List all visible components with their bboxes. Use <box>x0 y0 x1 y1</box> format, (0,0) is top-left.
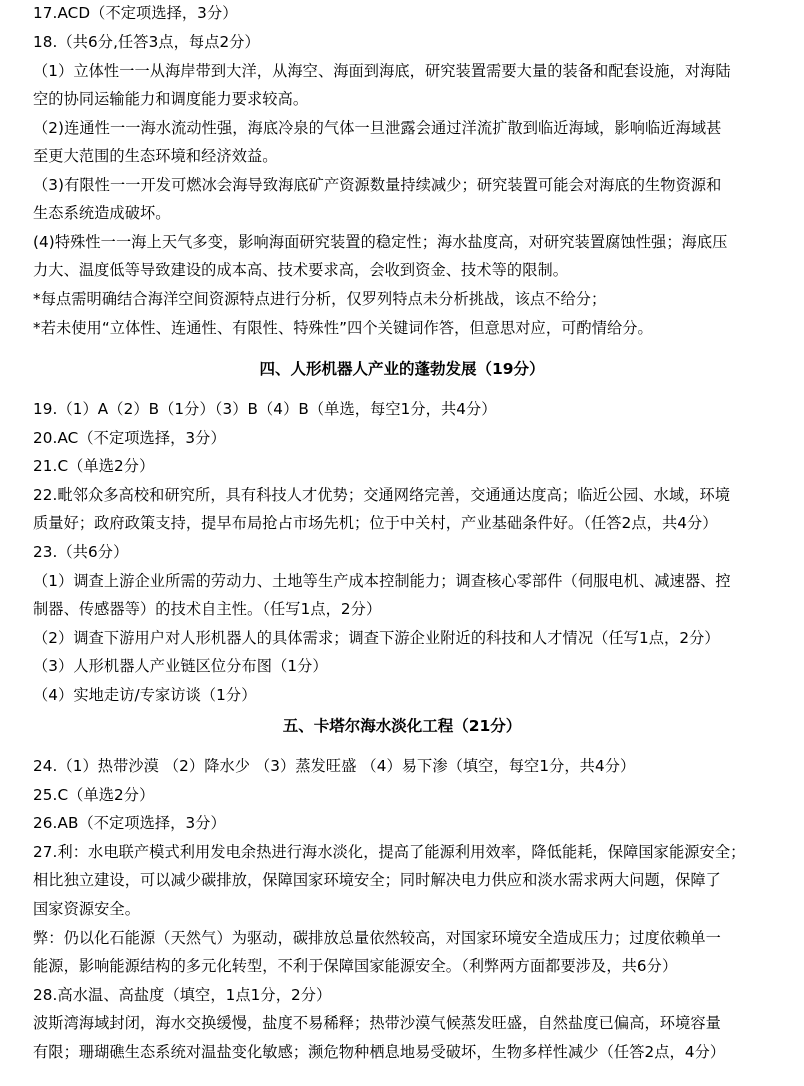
answer-27-pros-cont-2: 国家资源安全。 <box>33 900 141 918</box>
section-4-heading: 四、人形机器人产业的蓬勃发展（19分） <box>259 360 545 378</box>
answer-18-title: 18.（共6分,任答3点，每点2分） <box>33 33 260 51</box>
answer-18-point-2-cont: 至更大范围的生态环境和经济效益。 <box>33 147 278 165</box>
answer-27-pros: 27.利：水电联产模式利用发电余热进行海水淡化，提高了能源利用效率，降低能耗，保障国家能源安全； <box>33 843 746 861</box>
answer-18-point-1: （1）立体性一一从海岸带到大洋，从海空、海面到海底，研究装置需要大量的装备和配套设施，对海陆 <box>33 62 731 80</box>
section-5-heading: 五、卡塔尔海水淡化工程（21分） <box>282 717 522 735</box>
answer-18-point-3: （3)有限性一一开发可燃冰会海导致海底矿产资源数量持续减少；研究装置可能会对海底的生物资源和 <box>33 176 722 194</box>
answer-22: 22.毗邻众多高校和研究所，具有科技人才优势；交通网络完善，交通通达度高；临近公园、水域，环境 <box>33 486 731 504</box>
answer-27-cons: 弊：仍以化石能源（天然气）为驱动，碳排放总量依然较高，对国家环境安全造成压力；过度依赖单一 <box>33 929 721 947</box>
answer-20: 20.AC（不定项选择，3分） <box>33 429 226 447</box>
answer-18-point-1-cont: 空的协同运输能力和调度能力要求较高。 <box>33 90 309 108</box>
answer-28-explanation-cont: 有限；珊瑚礁生态系统对温盐变化敏感；濒危物种栖息地易受破坏，生物多样性减少（任答2点，4分） <box>33 1043 726 1061</box>
answer-23-point-1: （1）调查上游企业所需的劳动力、土地等生产成本控制能力；调查核心零部件（伺服电机、减速器、控 <box>33 572 731 590</box>
answer-22-cont: 质量好；政府政策支持，提早布局抢占市场先机；位于中关村，产业基础条件好。（任答2点，共4分） <box>33 514 718 532</box>
answer-18-point-4: (4)特殊性一一海上天气多变，影响海面研究装置的稳定性；海水盐度高，对研究装置腐蚀性强；海底压 <box>33 233 728 251</box>
answer-24: 24.（1）热带沙漠 （2）降水少 （3）蒸发旺盛 （4）易下渗（填空，每空1分，共4分） <box>33 757 636 775</box>
answer-23-title: 23.（共6分） <box>33 543 129 561</box>
answer-19: 19.（1）A（2）B（1分）（3）B（4）B（单选，每空1分，共4分） <box>33 400 497 418</box>
answer-23-point-4: （4）实地走访/专家访谈（1分） <box>33 686 257 704</box>
answer-28-explanation: 波斯湾海域封闭，海水交换缓慢，盐度不易稀释；热带沙漠气候蒸发旺盛，自然盐度已偏高，环境容量 <box>33 1014 721 1032</box>
answer-17: 17.ACD（不定项选择，3分） <box>33 4 238 22</box>
answer-18-point-3-cont: 生态系统造成破坏。 <box>33 204 171 222</box>
answer-28: 28.高水温、高盐度（填空，1点1分，2分） <box>33 986 332 1004</box>
answer-18-point-4-cont: 力大、温度低等导致建设的成本高、技术要求高，会收到资金、技术等的限制。 <box>33 261 569 279</box>
answer-26: 26.AB（不定项选择，3分） <box>33 814 226 832</box>
answer-21: 21.C（单选2分） <box>33 457 155 475</box>
answer-18-point-2: （2)连通性一一海水流动性强，海底冷泉的气体一旦泄露会通过洋流扩散到临近海域，影响临近海域甚 <box>33 119 722 137</box>
answer-27-pros-cont: 相比独立建设，可以减少碳排放，保障国家环境安全；同时解决电力供应和淡水需求两大问题，保障了 <box>33 871 721 889</box>
answer-27-cons-cont: 能源，影响能源结构的多元化转型，不利于保障国家能源安全。（利弊两方面都要涉及，共6分） <box>33 957 678 975</box>
answer-23-point-3: （3）人形机器人产业链区位分布图（1分） <box>33 657 328 675</box>
answer-18-note-2: *若未使用“立体性、连通性、有限性、特殊性”四个关键词作答，但意思对应，可酌情给分。 <box>33 319 653 337</box>
answer-23-point-2: （2）调查下游用户对人形机器人的具体需求；调查下游企业附近的科技和人才情况（任写1点，2分） <box>33 629 720 647</box>
answer-23-point-1-cont: 制器、传感器等）的技术自主性。（任写1点，2分） <box>33 600 382 618</box>
answer-25: 25.C（单选2分） <box>33 786 155 804</box>
answer-18-note-1: *每点需明确结合海洋空间资源特点进行分析，仅罗列特点未分析挑战，该点不给分； <box>33 290 607 308</box>
